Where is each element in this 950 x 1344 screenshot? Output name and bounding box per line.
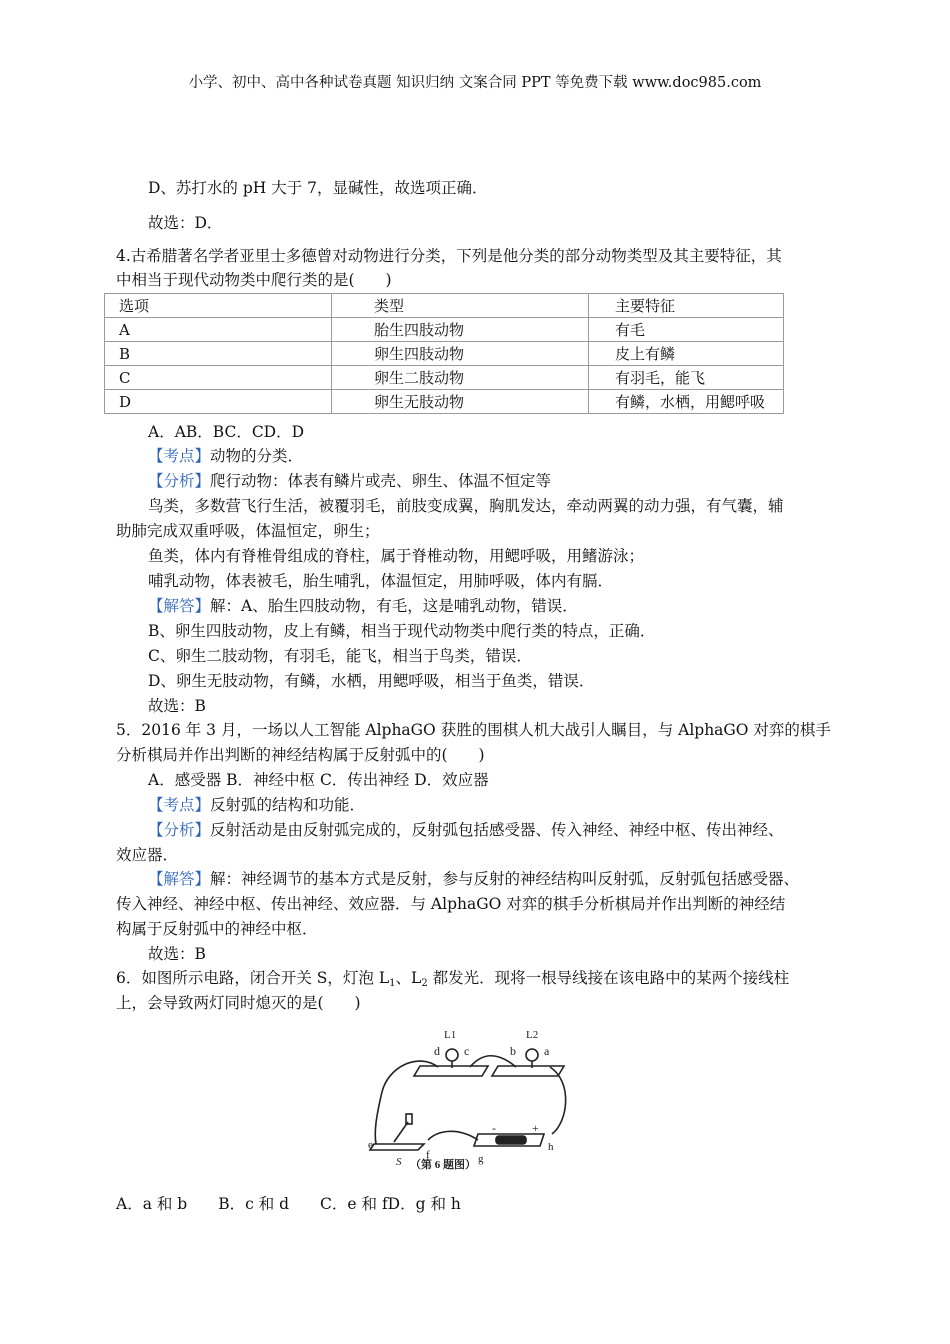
q4-jieda-d: D、卵生无肢动物，有鳞，水栖，用鳃呼吸，相当于鱼类，错误． [148, 672, 595, 690]
table-row [105, 318, 784, 342]
q6-stem-part: 都发光．现将一根导线接在该电路中的某两个接线柱 [427, 969, 790, 987]
lamp-l1-label: L1 [444, 1029, 457, 1041]
table-cell: C [105, 366, 332, 390]
table-cell: 卵生二肢动物 [332, 366, 589, 390]
q3-answer: 故选：D． [148, 214, 223, 232]
jieda-tag: 【解答】 [148, 597, 211, 615]
fenxi-text: 爬行动物：体表有鳞片或壳、卵生、体温不恒定等 [210, 472, 552, 490]
lamp-l2-base [492, 1066, 564, 1076]
terminal-a-label: a [544, 1044, 550, 1058]
q5-kaodian [148, 795, 365, 815]
q4-fenxi [148, 471, 551, 491]
switch-s-label: S [396, 1156, 402, 1168]
wire-d-to-e [375, 1061, 438, 1144]
table-cell: A [105, 318, 332, 342]
table-header-row [105, 294, 784, 318]
q4-jieda-b: B、卵生四肢动物，皮上有鳞，相当于现代动物类中爬行类的特点，正确． [148, 622, 656, 640]
switch-base [370, 1144, 424, 1150]
page-header: 小学、初中、高中各种试卷真题 知识归纳 文案合同 PPT 等免费下载 www.doc985.com [188, 75, 762, 91]
terminal-g-label: g [478, 1153, 484, 1165]
q6-stem-line-1 [116, 968, 789, 994]
terminal-b-label: b [510, 1044, 516, 1058]
q5-fenxi-line-2: 效应器． [116, 846, 179, 864]
battery-cell [496, 1136, 526, 1144]
table-row [105, 390, 784, 414]
jieda-text: 解：A、胎生四肢动物，有毛，这是哺乳动物，错误． [210, 597, 578, 615]
terminal-f-label: f [426, 1149, 430, 1161]
q4-jieda-c: C、卵生二肢动物，有羽毛，能飞，相当于鸟类，错误． [148, 647, 532, 665]
q4-fish: 鱼类，体内有脊椎骨组成的脊柱，属于脊椎动物，用鳃呼吸，用鳍游泳； [148, 547, 645, 565]
table-cell: D [105, 390, 332, 414]
kaodian-tag: 【考点】 [148, 447, 211, 465]
wire-a-to-battery [550, 1067, 566, 1134]
q4-bird-line-1: 鸟类，多数营飞行生活，被覆羽毛，前肢变成翼，胸肌发达，牵动两翼的动力强，有气囊，辅 [148, 497, 784, 515]
lamp-l1-base [414, 1066, 488, 1076]
kaodian-tag: 【考点】 [148, 796, 211, 814]
q4-answer: 故选：B [148, 697, 206, 715]
q4-kaodian [148, 446, 303, 466]
terminal-c-label: c [464, 1044, 470, 1058]
fenxi-text: 反射活动是由反射弧完成的，反射弧包括感受器、传入神经、神经中枢、传出神经、 [210, 821, 784, 839]
q6-stem-part: 、L [395, 969, 422, 987]
terminal-e-label: e [368, 1139, 373, 1151]
switch-lever [394, 1122, 408, 1142]
q4-classification-table [104, 293, 784, 414]
kaodian-text: 动物的分类． [210, 447, 304, 465]
jieda-tag: 【解答】 [148, 870, 211, 888]
figure-caption: （第 6 题图） [410, 1159, 476, 1171]
terminal-d-label: d [434, 1044, 440, 1058]
bulb-l2-icon [526, 1049, 538, 1061]
table-header-cell: 选项 [105, 294, 332, 318]
q4-stem-line-2: 中相当于现代动物类中爬行类的是( ) [116, 271, 392, 289]
wire-f-to-g [428, 1131, 478, 1140]
q5-answer: 故选：B [148, 945, 206, 963]
lamp-l2-label: L2 [526, 1029, 539, 1041]
q5-options: A．感受器 B．神经中枢 C．传出神经 D．效应器 [148, 771, 489, 789]
table-header-cell: 主要特征 [589, 294, 784, 318]
battery-minus-label: - [492, 1121, 496, 1135]
q3-option-d-explanation: D、苏打水的 pH 大于 7，显碱性，故选项正确． [148, 179, 488, 197]
subscript: 2 [421, 978, 428, 989]
q5-stem-line-2: 分析棋局并作出判断的神经结构属于反射弧中的( ) [116, 746, 485, 764]
battery-plus-label: + [532, 1121, 539, 1135]
q6-stem-part: 6．如图所示电路，闭合开关 S，灯泡 L [116, 969, 390, 987]
table-cell: 皮上有鳞 [589, 342, 784, 366]
q4-mammal: 哺乳动物，体表被毛，胎生哺乳，体温恒定，用肺呼吸，体内有膈． [148, 572, 614, 590]
q4-bird-line-2: 助肺完成双重呼吸，体温恒定，卵生； [116, 522, 380, 540]
jieda-text: 解：神经调节的基本方式是反射，参与反射的神经结构叫反射弧，反射弧包括感受器、 [210, 870, 800, 888]
kaodian-text: 反射弧的结构和功能． [210, 796, 366, 814]
terminal-h-label: h [548, 1141, 554, 1153]
fenxi-tag: 【分析】 [148, 821, 211, 839]
table-cell: 有羽毛，能飞 [589, 366, 784, 390]
table-cell: 有毛 [589, 318, 784, 342]
bulb-l1-icon [446, 1049, 458, 1061]
table-row [105, 342, 784, 366]
q6-options: A．a 和 b B．c 和 d C．e 和 fD．g 和 h [116, 1195, 461, 1213]
table-cell: 卵生四肢动物 [332, 342, 589, 366]
q6-stem-line-2: 上，会导致两灯同时熄灭的是( ) [116, 994, 361, 1012]
table-cell: 卵生无肢动物 [332, 390, 589, 414]
q5-fenxi [148, 820, 784, 840]
q4-jieda [148, 596, 578, 616]
fenxi-tag: 【分析】 [148, 472, 211, 490]
table-row [105, 366, 784, 390]
q5-jieda-line-3: 构属于反射弧中的神经中枢． [116, 920, 318, 938]
q4-options: A．AB．BC．CD．D [148, 423, 305, 441]
q5-jieda-line-2: 传入神经、神经中枢、传出神经、效应器．与 AlphaGO 对弈的棋手分析棋局并作出判断的神经结 [116, 895, 786, 913]
table-cell: B [105, 342, 332, 366]
q5-jieda [148, 869, 799, 889]
q5-stem-line-1: 5．2016 年 3 月，一场以人工智能 AlphaGO 获胜的围棋人机大战引人瞩目，与 AlphaGO 对弈的棋手 [116, 721, 831, 739]
q4-stem-line-1: 4.古希腊著名学者亚里士多德曾对动物进行分类，下列是他分类的部分动物类型及其主要特征，其 [116, 247, 782, 265]
circuit-diagram [368, 1022, 578, 1172]
table-cell: 有鳞，水栖，用鳃呼吸 [589, 390, 784, 414]
subscript: 1 [389, 978, 396, 989]
table-header-cell: 类型 [332, 294, 589, 318]
table-cell: 胎生四肢动物 [332, 318, 589, 342]
